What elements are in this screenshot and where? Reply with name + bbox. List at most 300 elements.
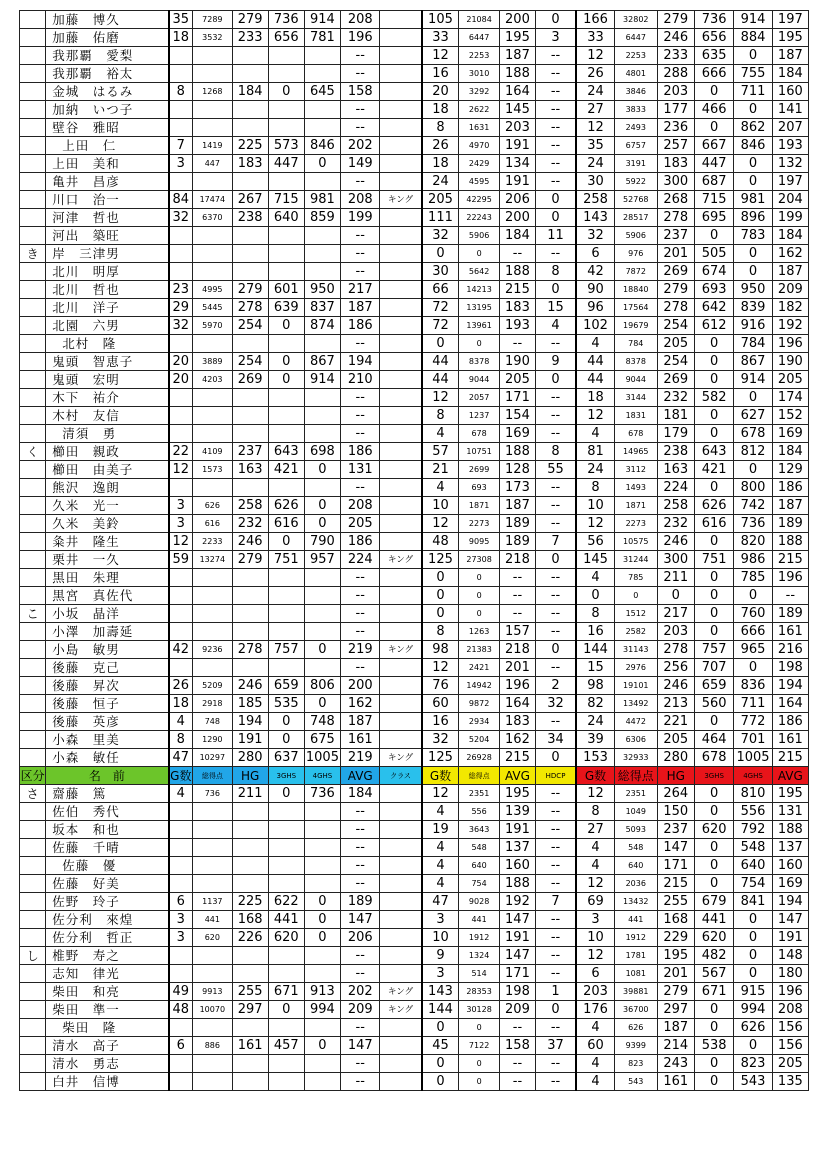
kubun-cell: [20, 281, 46, 299]
header-games-2: G数: [422, 767, 459, 785]
value-cell: 0: [422, 1055, 459, 1073]
value-cell: 184: [232, 83, 268, 101]
name-cell: 北園 六男: [46, 317, 169, 335]
value-cell: 2253: [614, 47, 657, 65]
value-cell: 4: [576, 1073, 614, 1091]
class-cell: キング: [380, 983, 422, 1001]
value-cell: 254: [657, 317, 694, 335]
value-cell: --: [536, 929, 577, 947]
table-row: [20, 1055, 809, 1073]
value-cell: 69: [576, 893, 614, 911]
value-cell: 466: [694, 101, 733, 119]
value-cell: 846: [734, 137, 772, 155]
kubun-cell: こ: [20, 605, 46, 623]
value-cell: 0: [734, 155, 772, 173]
value-cell: 149: [341, 155, 380, 173]
value-cell: 698: [304, 443, 340, 461]
value-cell: 421: [694, 461, 733, 479]
value-cell: 671: [694, 983, 733, 1001]
value-cell: 447: [268, 155, 304, 173]
value-cell: 3191: [614, 155, 657, 173]
value-cell: [304, 821, 340, 839]
value-cell: 217: [657, 605, 694, 623]
value-cell: 280: [657, 749, 694, 767]
class-cell: [380, 1055, 422, 1073]
header-hdcp: HDCP: [536, 767, 577, 785]
value-cell: 0: [304, 155, 340, 173]
value-cell: --: [536, 335, 577, 353]
value-cell: 215: [657, 875, 694, 893]
value-cell: 232: [657, 515, 694, 533]
table-row: [20, 479, 809, 497]
value-cell: 0: [268, 731, 304, 749]
table-row: [20, 371, 809, 389]
value-cell: 221: [657, 713, 694, 731]
value-cell: 2057: [459, 389, 500, 407]
value-cell: 4: [422, 875, 459, 893]
value-cell: 0: [536, 371, 577, 389]
name-cell: 佐藤 千晴: [46, 839, 169, 857]
value-cell: 224: [341, 551, 380, 569]
value-cell: [169, 1073, 193, 1091]
name-cell: 櫛田 由美子: [46, 461, 169, 479]
value-cell: 5204: [459, 731, 500, 749]
value-cell: 267: [232, 191, 268, 209]
value-cell: 76: [422, 677, 459, 695]
value-cell: 9028: [459, 893, 500, 911]
value-cell: 26: [576, 65, 614, 83]
value-cell: 4109: [193, 443, 232, 461]
name-cell: 後藤 恒子: [46, 695, 169, 713]
value-cell: 12: [422, 47, 459, 65]
name-cell: 加藤 博久: [46, 11, 169, 29]
value-cell: 10: [422, 929, 459, 947]
value-cell: 0: [734, 389, 772, 407]
value-cell: [193, 857, 232, 875]
value-cell: 12: [576, 947, 614, 965]
value-cell: [268, 659, 304, 677]
value-cell: 994: [734, 1001, 772, 1019]
score-table-container: [19, 10, 809, 1091]
value-cell: 10575: [614, 533, 657, 551]
value-cell: 20: [169, 353, 193, 371]
value-cell: 201: [499, 659, 535, 677]
value-cell: 176: [576, 1001, 614, 1019]
kubun-cell: [20, 29, 46, 47]
value-cell: 14942: [459, 677, 500, 695]
class-cell: [380, 929, 422, 947]
value-cell: 1573: [193, 461, 232, 479]
value-cell: [193, 605, 232, 623]
value-cell: [169, 407, 193, 425]
value-cell: 189: [341, 893, 380, 911]
value-cell: 145: [576, 551, 614, 569]
value-cell: 693: [459, 479, 500, 497]
value-cell: 205: [772, 371, 808, 389]
class-cell: [380, 101, 422, 119]
value-cell: 482: [694, 947, 733, 965]
value-cell: 0: [694, 407, 733, 425]
value-cell: --: [341, 587, 380, 605]
value-cell: 187: [772, 47, 808, 65]
value-cell: 3: [422, 911, 459, 929]
value-cell: 28353: [459, 983, 500, 1001]
value-cell: 27: [576, 101, 614, 119]
value-cell: 200: [499, 209, 535, 227]
value-cell: 0: [422, 245, 459, 263]
value-cell: [304, 407, 340, 425]
value-cell: 66: [422, 281, 459, 299]
value-cell: 14213: [459, 281, 500, 299]
header-kubun: 区分: [20, 768, 45, 783]
value-cell: 166: [576, 11, 614, 29]
name-cell: 加納 いつ子: [46, 101, 169, 119]
value-cell: [232, 479, 268, 497]
value-cell: [169, 227, 193, 245]
value-cell: 0: [734, 1037, 772, 1055]
value-cell: 783: [734, 227, 772, 245]
value-cell: 160: [499, 857, 535, 875]
value-cell: 421: [268, 461, 304, 479]
value-cell: 5642: [459, 263, 500, 281]
value-cell: 1005: [734, 749, 772, 767]
value-cell: --: [499, 569, 535, 587]
kubun-cell: [20, 425, 46, 443]
value-cell: --: [536, 515, 577, 533]
value-cell: [232, 335, 268, 353]
value-cell: 0: [422, 335, 459, 353]
value-cell: [169, 1055, 193, 1073]
value-cell: 543: [734, 1073, 772, 1091]
value-cell: 678: [734, 425, 772, 443]
value-cell: 8: [169, 83, 193, 101]
value-cell: 0: [459, 335, 500, 353]
value-cell: [268, 479, 304, 497]
value-cell: 161: [232, 1037, 268, 1055]
value-cell: 137: [499, 839, 535, 857]
value-cell: 238: [657, 443, 694, 461]
value-cell: 141: [772, 101, 808, 119]
table-row: [20, 731, 809, 749]
table-row: [20, 497, 809, 515]
value-cell: --: [536, 587, 577, 605]
value-cell: 189: [499, 515, 535, 533]
value-cell: [169, 389, 193, 407]
name-cell: 熊沢 逸朗: [46, 479, 169, 497]
value-cell: 211: [232, 785, 268, 803]
value-cell: 3: [169, 911, 193, 929]
value-cell: 0: [268, 371, 304, 389]
table-row: [20, 299, 809, 317]
value-cell: 193: [772, 137, 808, 155]
value-cell: 823: [614, 1055, 657, 1073]
value-cell: [232, 821, 268, 839]
value-cell: [268, 587, 304, 605]
value-cell: 44: [422, 353, 459, 371]
class-cell: [380, 137, 422, 155]
value-cell: 806: [304, 677, 340, 695]
value-cell: 790: [304, 533, 340, 551]
class-cell: [380, 479, 422, 497]
value-cell: 0: [536, 1001, 577, 1019]
class-cell: [380, 677, 422, 695]
value-cell: 191: [772, 929, 808, 947]
value-cell: 191: [499, 929, 535, 947]
value-cell: [193, 119, 232, 137]
value-cell: 183: [499, 299, 535, 317]
value-cell: 0: [657, 587, 694, 605]
value-cell: 757: [268, 641, 304, 659]
value-cell: 256: [657, 659, 694, 677]
value-cell: 2622: [459, 101, 500, 119]
value-cell: 441: [694, 911, 733, 929]
value-cell: 2273: [459, 515, 500, 533]
value-cell: 1631: [459, 119, 500, 137]
value-cell: 0: [734, 587, 772, 605]
value-cell: 736: [268, 11, 304, 29]
header-avg-3: AVG: [772, 767, 808, 785]
value-cell: [169, 65, 193, 83]
value-cell: 15: [576, 659, 614, 677]
class-cell: [380, 227, 422, 245]
value-cell: [232, 623, 268, 641]
value-cell: 225: [232, 893, 268, 911]
value-cell: 3112: [614, 461, 657, 479]
value-cell: 0: [734, 659, 772, 677]
header-games-3: G数: [576, 767, 614, 785]
value-cell: 12: [576, 407, 614, 425]
value-cell: 4595: [459, 173, 500, 191]
value-cell: [193, 839, 232, 857]
value-cell: 622: [268, 893, 304, 911]
value-cell: 200: [499, 11, 535, 29]
value-cell: [193, 101, 232, 119]
value-cell: 5445: [193, 299, 232, 317]
value-cell: 0: [734, 47, 772, 65]
value-cell: [193, 1019, 232, 1037]
value-cell: 32: [169, 317, 193, 335]
value-cell: 886: [193, 1037, 232, 1055]
value-cell: 23: [169, 281, 193, 299]
value-cell: 207: [772, 119, 808, 137]
table-row: [20, 101, 809, 119]
value-cell: 4: [422, 425, 459, 443]
value-cell: 4: [422, 857, 459, 875]
value-cell: 139: [499, 803, 535, 821]
value-cell: [169, 821, 193, 839]
value-cell: --: [499, 245, 535, 263]
value-cell: [304, 875, 340, 893]
class-cell: [380, 911, 422, 929]
value-cell: [169, 335, 193, 353]
table-row: [20, 803, 809, 821]
value-cell: 5093: [614, 821, 657, 839]
value-cell: [304, 227, 340, 245]
value-cell: 105: [422, 11, 459, 29]
value-cell: 10070: [193, 1001, 232, 1019]
value-cell: 189: [499, 533, 535, 551]
class-cell: [380, 623, 422, 641]
kubun-cell: [20, 1055, 46, 1073]
value-cell: 190: [499, 353, 535, 371]
class-cell: [380, 47, 422, 65]
class-cell: [380, 317, 422, 335]
table-row: [20, 821, 809, 839]
value-cell: 11: [536, 227, 577, 245]
value-cell: 225: [232, 137, 268, 155]
class-cell: [380, 515, 422, 533]
value-cell: --: [536, 569, 577, 587]
name-cell: 北村 隆: [46, 335, 169, 353]
name-cell: 柴田 準一: [46, 1001, 169, 1019]
value-cell: 675: [304, 731, 340, 749]
value-cell: [193, 569, 232, 587]
value-cell: 19679: [614, 317, 657, 335]
value-cell: 2233: [193, 533, 232, 551]
value-cell: 195: [772, 29, 808, 47]
table-row: [20, 587, 809, 605]
kubun-cell: [20, 875, 46, 893]
value-cell: 278: [232, 641, 268, 659]
value-cell: 1871: [459, 497, 500, 515]
value-cell: 12: [576, 875, 614, 893]
value-cell: 4: [422, 479, 459, 497]
class-cell: [380, 1073, 422, 1091]
value-cell: 60: [422, 695, 459, 713]
value-cell: 3010: [459, 65, 500, 83]
value-cell: 48: [169, 1001, 193, 1019]
value-cell: [268, 875, 304, 893]
value-cell: 640: [459, 857, 500, 875]
value-cell: 1419: [193, 137, 232, 155]
value-cell: 679: [694, 893, 733, 911]
value-cell: 187: [657, 1019, 694, 1037]
value-cell: 656: [268, 29, 304, 47]
kubun-cell: [20, 731, 46, 749]
value-cell: 8: [422, 623, 459, 641]
value-cell: 1871: [614, 497, 657, 515]
table-row: [20, 29, 809, 47]
value-cell: 17564: [614, 299, 657, 317]
kubun-cell: く: [20, 443, 46, 461]
value-cell: 188: [499, 875, 535, 893]
value-cell: 3: [576, 911, 614, 929]
value-cell: 22: [169, 443, 193, 461]
value-cell: 254: [657, 353, 694, 371]
value-cell: 687: [694, 173, 733, 191]
kubun-cell: [20, 407, 46, 425]
table-row: [20, 641, 809, 659]
value-cell: 111: [422, 209, 459, 227]
value-cell: 784: [614, 335, 657, 353]
header-3ghs-3: 3GHS: [694, 767, 733, 785]
value-cell: 162: [499, 731, 535, 749]
value-cell: 8: [422, 119, 459, 137]
value-cell: 189: [772, 605, 808, 623]
class-cell: [380, 713, 422, 731]
value-cell: 196: [499, 677, 535, 695]
table-row: [20, 425, 809, 443]
value-cell: 612: [694, 317, 733, 335]
value-cell: 150: [657, 803, 694, 821]
value-cell: 191: [499, 821, 535, 839]
value-cell: 0: [536, 281, 577, 299]
value-cell: 0: [694, 83, 733, 101]
value-cell: 874: [304, 317, 340, 335]
value-cell: 32: [536, 695, 577, 713]
value-cell: 715: [694, 191, 733, 209]
kubun-cell: [20, 569, 46, 587]
value-cell: --: [341, 1019, 380, 1037]
value-cell: 0: [536, 641, 577, 659]
value-cell: 6: [169, 1037, 193, 1055]
value-cell: 237: [657, 821, 694, 839]
value-cell: 164: [499, 695, 535, 713]
value-cell: 192: [499, 893, 535, 911]
value-cell: 441: [459, 911, 500, 929]
value-cell: 6: [576, 245, 614, 263]
kubun-cell: [20, 1001, 46, 1019]
value-cell: 1912: [459, 929, 500, 947]
name-cell: 櫛田 親政: [46, 443, 169, 461]
value-cell: --: [341, 407, 380, 425]
class-cell: [380, 1037, 422, 1055]
value-cell: 0: [304, 911, 340, 929]
value-cell: 0: [536, 209, 577, 227]
value-cell: 1781: [614, 947, 657, 965]
value-cell: [232, 425, 268, 443]
value-cell: 1049: [614, 803, 657, 821]
value-cell: 846: [304, 137, 340, 155]
value-cell: 96: [576, 299, 614, 317]
value-cell: 1493: [614, 479, 657, 497]
value-cell: 132: [772, 155, 808, 173]
value-cell: 246: [657, 533, 694, 551]
value-cell: 147: [341, 911, 380, 929]
value-cell: 755: [734, 65, 772, 83]
name-cell: 志知 律光: [46, 965, 169, 983]
value-cell: 72: [422, 317, 459, 335]
value-cell: [193, 407, 232, 425]
value-cell: --: [536, 119, 577, 137]
value-cell: 82: [576, 695, 614, 713]
value-cell: 441: [193, 911, 232, 929]
value-cell: [268, 623, 304, 641]
value-cell: 867: [734, 353, 772, 371]
value-cell: 0: [536, 749, 577, 767]
value-cell: [169, 659, 193, 677]
value-cell: 184: [772, 443, 808, 461]
value-cell: 187: [499, 497, 535, 515]
value-cell: 3: [422, 965, 459, 983]
value-cell: 19101: [614, 677, 657, 695]
value-cell: 226: [232, 929, 268, 947]
class-cell: キング: [380, 191, 422, 209]
value-cell: 236: [657, 119, 694, 137]
value-cell: 143: [576, 209, 614, 227]
value-cell: --: [499, 605, 535, 623]
value-cell: 0: [268, 83, 304, 101]
kubun-cell: [20, 623, 46, 641]
value-cell: --: [341, 821, 380, 839]
value-cell: 4: [422, 839, 459, 857]
value-cell: 0: [304, 461, 340, 479]
value-cell: 187: [499, 47, 535, 65]
table-row: [20, 263, 809, 281]
value-cell: 12: [576, 47, 614, 65]
value-cell: 3: [536, 29, 577, 47]
value-cell: 18: [576, 389, 614, 407]
